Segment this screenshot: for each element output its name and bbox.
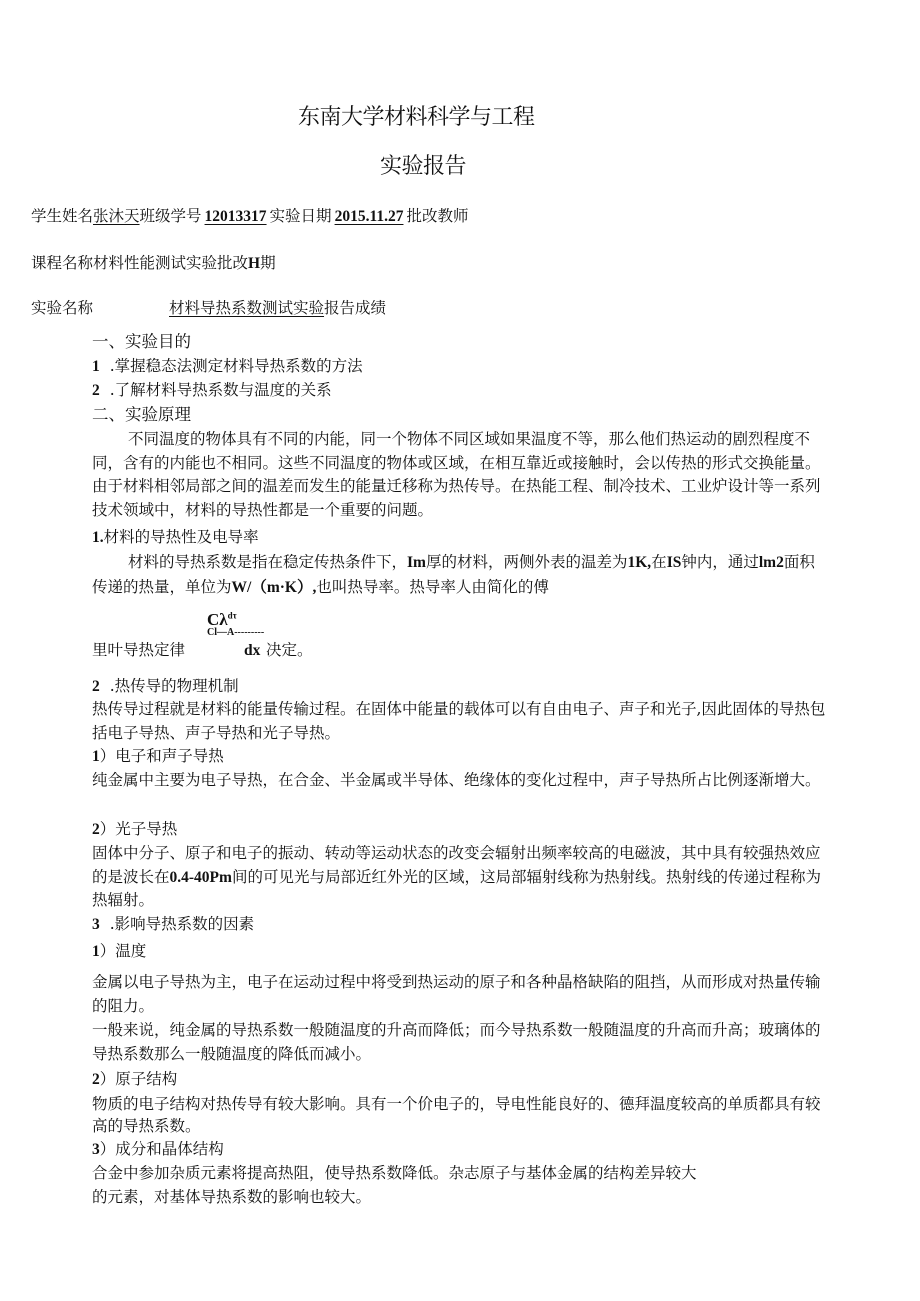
student-info-line xyxy=(31,204,468,226)
subheading-factors: 3 .影响导热系数的因素 xyxy=(92,915,255,933)
report-subtitle: 实验报告 xyxy=(380,154,467,179)
subheading-atomic-structure: 2）原子结构 xyxy=(92,1070,178,1088)
course-label: 课程名称 xyxy=(31,254,94,272)
formula-numerator: $C\lambda^{d\tau}$ xyxy=(207,610,237,629)
review-date-label: 批改 xyxy=(217,254,249,272)
subheading-electron-phonon: 1）电子和声子导热 xyxy=(92,747,224,765)
fourier-law-suffix: 决定。 xyxy=(266,641,313,659)
section-heading-objectives: 一、实验目的 xyxy=(92,332,191,351)
class-label: 班级学号 xyxy=(139,207,202,225)
photon-paragraph: 固体中分子、原子和电子的振动、转动等运动状态的改变会辐射出频率较高的电磁波，其中具有较强热效应的是波长在0.4-40Pm间的可见光与局部近红外光的区域，这局部辐射线称为热射线。热射线的传递过程称为热辐射。 xyxy=(92,844,821,909)
subheading-composition: 3）成分和晶体结构 xyxy=(92,1140,224,1158)
formula-denominator: dx xyxy=(244,642,261,659)
atomic-structure-paragraph: 物质的电子结构对热传导有较大影响。具有一个价电子的，导电性能良好的、德拜温度较高的单质都具有较高的导热系数。 xyxy=(92,1095,821,1135)
temperature-paragraph-1: 金属以电子导热为主，电子在运动过程中将受到热运动的原子和各种晶格缺陷的阻挡，从而形成对热量传输的阻力。 xyxy=(92,973,821,1015)
fourier-law-line: 里叶导热定律 xyxy=(92,641,186,659)
student-name: 张沐天 xyxy=(93,207,140,225)
course-name: 材料性能测试实验 xyxy=(93,254,218,272)
conductivity-definition-paragraph: 材料的导热系数是指在稳定传热条件下，Im厚的材料，两侧外表的温差为1K,在IS钟内，通过lm2面积传递的热量，单位为W/（m·K）,也叫热导率。热导率人由简化的傅 xyxy=(92,553,815,596)
subheading-thermal-conductivity: 1.材料的导热性及电导率 xyxy=(92,528,259,546)
experiment-date: 2015.11.27 xyxy=(334,208,404,225)
score-label: 报告成绩 xyxy=(324,299,387,317)
mechanism-paragraph: 热传导过程就是材料的能量传输过程。在固体中能量的载体可以有自由电子、声子和光子,因此固体的导热包括电子导热、声子导热和光子导热。 xyxy=(92,700,826,742)
principle-paragraph: 不同温度的物体具有不同的内能，同一个物体不同区域如果温度不等，那么他们热运动的剧烈程度不同，含有的内能也不相同。这些不同温度的物体或区域，在相互靠近或接触时，会以传热的形式交换能量。由于材料相邻局部之间的温差而发生的能量迁移称为热传导。在热能工程、制冷技术、工业炉设计等一系列技术领域中，材料的导热性都是一个重要的问题。 xyxy=(92,430,821,519)
report-title: 东南大学材料科学与工程 xyxy=(298,105,535,130)
student-label: 学生姓名 xyxy=(31,207,94,225)
composition-line-2: 的元素，对基体导热系数的影响也较大。 xyxy=(92,1188,372,1206)
electron-phonon-paragraph: 纯金属中主要为电子导热，在合金、半金属或半导体、绝缘体的变化过程中，声子导热所占比例逐渐增大。 xyxy=(92,771,821,789)
experiment-name: 材料导热系数测试实验 xyxy=(169,299,325,317)
subheading-temperature: 1）温度 xyxy=(92,942,147,960)
course-info-line xyxy=(31,251,276,273)
section-heading-principle: 二、实验原理 xyxy=(92,405,191,424)
composition-line-1: 合金中参加杂质元素将提高热阻，使导热系数降低。杂志原子与基体金属的结构差异较大 xyxy=(92,1164,697,1182)
subheading-photon: 2）光子导热 xyxy=(92,820,178,838)
date-label: 实验日期 xyxy=(269,207,332,225)
experiment-info-line xyxy=(31,296,386,318)
review-date-value: H xyxy=(248,255,261,272)
experiment-label: 实验名称 xyxy=(31,299,94,317)
teacher-label: 批改教师 xyxy=(406,207,469,225)
objective-item-2: 2 .了解材料导热系数与温度的关系 xyxy=(92,381,332,399)
formula-fraction-line: Cl—A--------- xyxy=(207,627,265,638)
review-date-suffix: 期 xyxy=(260,254,276,272)
subheading-mechanism: 2 .热传导的物理机制 xyxy=(92,677,239,695)
objective-item-1: 1 .掌握稳态法测定材料导热系数的方法 xyxy=(92,357,363,375)
class-number: 12013317 xyxy=(204,208,267,225)
temperature-paragraph-2: 一般来说，纯金属的导热系数一般随温度的升高而降低；而今导热系数一般随温度的升高而升高；玻璃体的导热系数那么一般随温度的降低而减小。 xyxy=(92,1021,821,1063)
